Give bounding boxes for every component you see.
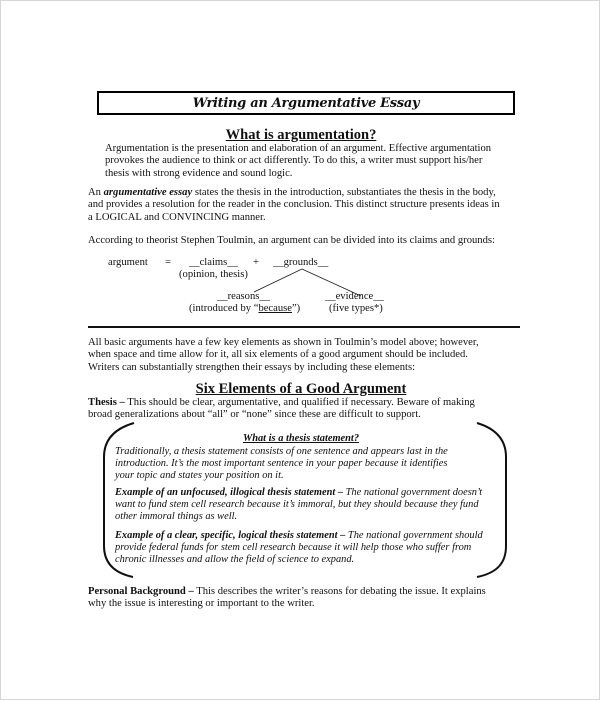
paragraph-line: a LOGICAL and CONVINCING manner. (88, 211, 266, 223)
bad-example-line1: The national government doesn’t (343, 487, 483, 498)
diagram-claims-note: (opinion, thesis) (179, 269, 248, 280)
reasons-note-pre: (introduced by “ (189, 303, 259, 314)
document-title: Writing an Argumentative Essay (192, 95, 420, 111)
thesis-definition (115, 446, 448, 483)
heading-what-is-argumentation: What is argumentation? (225, 127, 377, 143)
paragraph-line: provokes the audience to think or act differently. To do this, a writer must support his/her (105, 155, 483, 167)
good-example-label: Example of a clear, specific, logical thesis statement – (115, 530, 346, 541)
diagram-equals: = (165, 257, 171, 268)
thesis-box-heading: What is a thesis statement? (242, 433, 360, 444)
paragraph-line: All basic arguments have a few key elements as shown in Toulmin’s model above; however, (88, 337, 479, 348)
reasons-note-word: because (258, 303, 292, 314)
diagram-evidence-note: (five types*) (329, 303, 383, 314)
bad-thesis-example (115, 487, 482, 524)
paragraph-line: want to fund stem cell research because it’s immoral, but they should because they fund (115, 499, 479, 511)
heading-six-elements: Six Elements of a Good Argument (195, 381, 407, 397)
bad-example-label: Example of an unfocused, illogical thesis statement – (115, 487, 344, 498)
paragraph-line: chronic illnesses and allow the field of science to expand. (115, 554, 355, 566)
personal-background-line1: This describes the writer’s reasons for debating the issue. It explains (193, 586, 486, 597)
diagram-grounds: __grounds__ (273, 257, 329, 268)
personal-background-paragraph (88, 586, 486, 611)
essay-emphasis: argumentative essay (103, 187, 193, 198)
diagram-claims: __claims__ (189, 257, 238, 268)
good-example-line1: The national government should (345, 530, 483, 541)
essay-lead: An (88, 187, 104, 198)
paragraph-line: Argumentation is the presentation and elaboration of an argument. Effective argumentation (105, 143, 492, 154)
paragraph-line: your topic and states your position on it. (115, 470, 284, 482)
thesis-label: Thesis – (88, 397, 125, 408)
thesis-line1: This should be clear, argumentative, and qualified if necessary. Beware of making (124, 397, 475, 408)
reasons-note-post: ”) (291, 303, 301, 314)
paragraph-line: broad generalizations about “all” or “none” since these are difficult to support. (88, 409, 421, 421)
personal-background-label: Personal Background – (88, 586, 194, 597)
paragraph-line: and provides a resolution for the reader in the conclusion. This distinct structure presents ideas in (88, 199, 500, 211)
paragraph-line: thesis with strong evidence and sound logic. (105, 167, 293, 179)
paragraph-line: provide federal funds for stem cell research because it will help those who suffer from (115, 542, 472, 554)
paragraph-line: when space and time allow for it, all six elements of a good argument should be included. (88, 349, 468, 361)
paragraph-line: Writers can substantially strengthen their essays by including these elements: (88, 361, 416, 373)
diagram-argument: argument (108, 257, 148, 268)
paragraph-line: why the issue is interesting or important to the writer. (88, 598, 315, 610)
good-thesis-example (115, 530, 483, 567)
diagram-reasons: __reasons__ (217, 291, 270, 302)
diagram-evidence: __evidence__ (325, 291, 384, 302)
diagram-plus: + (253, 257, 259, 268)
paragraph-line: Traditionally, a thesis statement consists of one sentence and appears last in the (115, 446, 448, 457)
paragraph-line: other immoral things as well. (115, 511, 238, 523)
paragraph-line: introduction. It’s the most important sentence in your paper because it identifies (115, 458, 448, 470)
essay-line1-rest: states the thesis in the introduction, substantiates the thesis in the body, (192, 187, 496, 198)
toulmin-intro: According to theorist Stephen Toulmin, an argument can be divided into its claims and grounds: (88, 235, 495, 246)
